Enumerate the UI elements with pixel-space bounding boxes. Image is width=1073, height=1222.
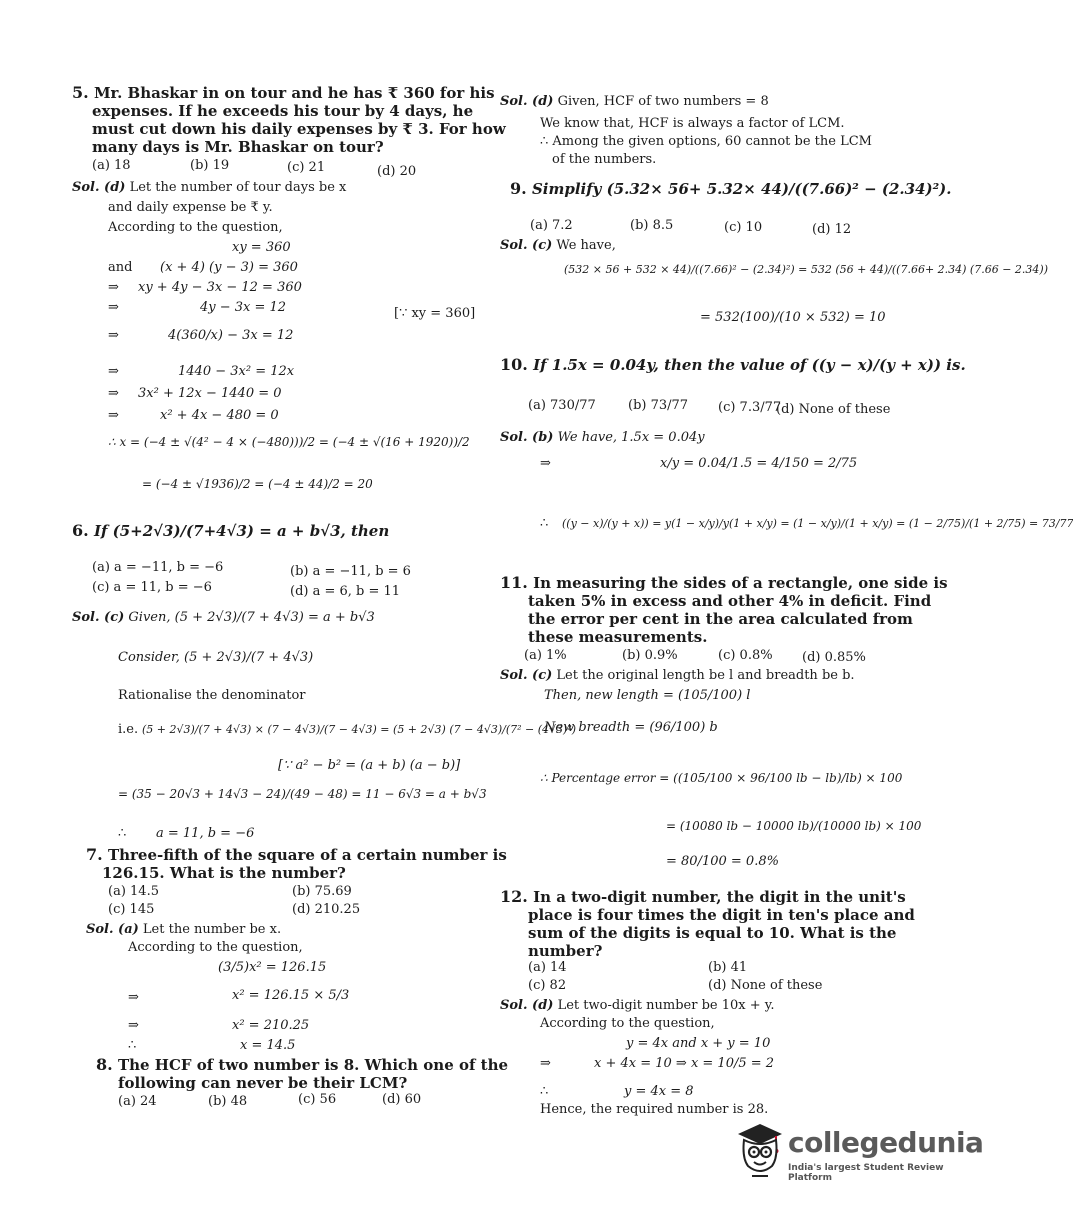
option-a: (a) 730/77 [528,398,596,413]
question-text: these measurements. [528,628,708,646]
question-text: Mr. Bhaskar in on tour and he has ₹ 360 for his [93,84,495,102]
option-b: (b) 8.5 [630,218,674,233]
question-text: In a two-digit number, the digit in the unit's [533,888,906,906]
question-6 [72,522,389,540]
equation: y = 4x = 8 [624,1084,694,1099]
option-d: (d) 60 [382,1092,422,1107]
implies-symbol: ⇒ [540,1056,551,1071]
equation: = (35 − 20√3 + 14√3 − 24)/(49 − 48) = 11 − 6√3 = a + b√3 [118,787,487,801]
solution-text: Let the original length be l and breadth be b. [556,668,855,683]
option-a: (a) 14 [528,960,567,975]
note: [∵ a² − b² = (a + b) (a − b)] [278,758,461,773]
question-text: many days is Mr. Bhaskar on tour? [92,138,384,156]
solution-label: Sol. (c) [72,610,125,625]
equation: = (10080 lb − 10000 lb)/(10000 lb) × 100 [666,819,922,833]
question-number: 6. [72,521,89,540]
option-c: (c) 0.8% [718,648,773,663]
option-d: (d) a = 6, b = 11 [290,584,401,599]
equation: ((y − x)/(y + x)) = y(1 − x/y)/y(1 + x/y) = (1 − x/y)/(1 + x/y) = (1 − 2/75)/(1 + 2/75) = 73/77 [562,517,1073,530]
solution-label: Sol. (a) [86,922,139,937]
therefore-symbol: ∴ [118,826,127,841]
question-text: must cut down his daily expenses by ₹ 3. For how [92,120,506,138]
solution-label: Sol. (d) [500,998,554,1013]
question-number: 5. [72,83,89,102]
question-text: taken 5% in excess and other 4% in deficit. Find [528,592,932,610]
question-number: 11. [500,573,528,592]
equation: (5 + 2√3)/(7 + 4√3) × (7 − 4√3)/(7 − 4√3) = (5 + 2√3) (7 − 4√3)/(7² − (4√3)²) [142,723,577,736]
equation: x² + 4x − 480 = 0 [160,408,279,423]
equation: y = 4x and x + y = 10 [626,1036,771,1051]
solution-text: ∴ Among the given options, 60 cannot be the LCM [540,134,872,149]
solution-label: Sol. (d) [500,94,554,109]
solution-label: Sol. (d) [72,180,126,195]
question-number: 9. [510,179,527,198]
question-text: Simplify (5.32× 56+ 5.32× 44)/((7.66)² − (2.34)²). [531,180,952,198]
brand-tagline: India's largest Student Review Platform [788,1163,944,1183]
solution-text: Given, HCF of two numbers = 8 [557,94,769,109]
equation: 1440 − 3x² = 12x [178,364,295,379]
option-d: (d) None of these [708,978,823,993]
implies-symbol: ⇒ [108,386,119,401]
question-8 [96,1056,508,1074]
question-text: If (5+2√3)/(7+4√3) = a + b√3, then [93,522,390,540]
option-d: (d) 0.85% [802,650,866,665]
option-d: (d) None of these [776,402,891,417]
equation: x² = 210.25 [232,1018,310,1033]
question-text: In measuring the sides of a rectangle, one side is [533,574,948,592]
equation: ∴ x = (−4 ± √(4² − 4 × (−480)))/2 = (−4 ± √(16 + 1920))/2 [108,435,470,449]
solution-5 [72,180,346,196]
question-7 [86,846,507,864]
implies-symbol: ⇒ [108,364,119,379]
solution-text: We know that, HCF is always a factor of LCM. [540,116,845,131]
note: [∵ xy = 360] [394,306,476,321]
equation: x² = 126.15 × 5/3 [232,988,350,1003]
solution-text: Rationalise the denominator [118,688,306,703]
question-9 [510,180,952,198]
solution-7 [86,922,281,938]
solution-text: We have, [556,238,616,253]
equation: = 80/100 = 0.8% [666,854,779,869]
solution-label: Sol. (c) [500,668,553,683]
solution-12 [500,998,775,1014]
question-12 [500,888,906,906]
solution-6 [72,610,375,626]
collegedunia-logo [732,1118,984,1184]
question-number: 8. [96,1055,113,1074]
implies-symbol: ⇒ [108,280,119,295]
implies-symbol: ⇒ [108,328,119,343]
solution-text: We have, 1.5x = 0.04y [557,430,705,445]
option-c: (c) 56 [298,1092,337,1107]
solution-text: Given, (5 + 2√3)/(7 + 4√3) = a + b√3 [128,610,375,625]
question-text: sum of the digits is equal to 10. What is the [528,924,897,942]
option-c: (c) a = 11, b = −6 [92,580,212,595]
implies-symbol: ⇒ [128,1018,139,1033]
option-b: (b) 75.69 [292,884,352,899]
option-b: (b) 48 [208,1094,248,1109]
question-text: Three-fifth of the square of a certain number is [107,846,507,864]
question-number: 12. [500,887,528,906]
option-b: (b) 19 [190,158,230,173]
equation: Then, new length = (105/100) l [544,688,751,703]
option-a: (a) 1% [524,648,567,663]
question-text: 126.15. What is the number? [102,864,346,882]
solution-text: Let the number be x. [142,922,282,937]
option-a: (a) 18 [92,158,131,173]
solution-text: and [108,260,133,275]
question-number: 10. [500,355,528,374]
equation: (3/5)x² = 126.15 [218,960,327,975]
solution-text: and daily expense be ₹ y. [108,200,273,215]
equation: xy = 360 [232,240,291,255]
equation: (532 × 56 + 532 × 44)/((7.66)² − (2.34)²) = 532 (56 + 44)/((7.66+ 2.34) (7.66 − 2.34)) [564,263,1048,276]
option-c: (c) 10 [724,220,763,235]
question-text: If 1.5x = 0.04y, then the value of ((y − x)/(y + x)) is. [533,356,966,374]
equation: ∴ Percentage error = ((105/100 × 96/100 lb − lb)/lb) × 100 [540,771,903,785]
mascot-icon [732,1118,788,1184]
question-10 [500,356,966,374]
question-text: number? [528,942,603,960]
question-text: The HCF of two number is 8. Which one of the [117,1056,509,1074]
solution-text: i.e. [118,722,139,737]
solution-8 [500,94,769,110]
solution-text: Consider, (5 + 2√3)/(7 + 4√3) [118,650,314,665]
equation: New breadth = (96/100) b [544,720,718,735]
solution-text: of the numbers. [552,152,657,167]
solution-label: Sol. (c) [500,238,553,253]
option-c: (c) 21 [287,160,326,175]
option-d: (d) 12 [812,222,852,237]
solution-10 [500,430,705,446]
therefore-symbol: ∴ [540,1084,549,1099]
implies-symbol: ⇒ [540,456,551,471]
solution-9 [500,238,616,254]
equation: x/y = 0.04/1.5 = 4/150 = 2/75 [660,456,858,471]
equation: (x + 4) (y − 3) = 360 [160,260,298,275]
therefore-symbol: ∴ [540,516,549,531]
equation: a = 11, b = −6 [156,826,255,841]
option-b: (b) 0.9% [622,648,678,663]
option-c: (c) 82 [528,978,567,993]
implies-symbol: ⇒ [128,990,139,1005]
question-5 [72,84,495,102]
equation: = (−4 ± √1936)/2 = (−4 ± 44)/2 = 20 [142,477,373,491]
option-b: (b) 73/77 [628,398,689,413]
implies-symbol: ⇒ [108,300,119,315]
implies-symbol: ⇒ [108,408,119,423]
equation: x = 14.5 [240,1038,296,1053]
solution-text: Let the number of tour days be x [129,180,347,195]
solution-text: According to the question, [128,940,303,955]
equation: 4y − 3x = 12 [200,300,287,315]
equation: = 532(100)/(10 × 532) = 10 [700,310,886,325]
solution-11 [500,668,855,684]
solution-text: According to the question, [540,1016,715,1031]
question-text: the error per cent in the area calculated from [528,610,913,628]
therefore-symbol: ∴ [128,1038,137,1053]
option-d: (d) 20 [377,164,417,179]
option-a: (a) 14.5 [108,884,159,899]
question-number: 7. [86,845,103,864]
option-a: (a) 7.2 [530,218,573,233]
equation: x + 4x = 10 ⇒ x = 10/5 = 2 [594,1056,775,1071]
equation: xy + 4y − 3x − 12 = 360 [138,280,302,295]
equation: 4(360/x) − 3x = 12 [168,328,294,343]
solution-text: Let two-digit number be 10x + y. [557,998,775,1013]
option-c: (c) 7.3/77 [718,400,782,415]
option-b: (b) 41 [708,960,748,975]
brand-name: collegedunia [788,1126,984,1159]
solution-label: Sol. (b) [500,430,554,445]
question-text: expenses. If he exceeds his tour by 4 days, he [92,102,474,120]
option-a: (a) a = −11, b = −6 [92,560,224,575]
question-text: place is four times the digit in ten's place and [528,906,915,924]
solution-text: According to the question, [108,220,283,235]
question-11 [500,574,948,592]
option-b: (b) a = −11, b = 6 [290,564,411,579]
option-c: (c) 145 [108,902,155,917]
equation: 3x² + 12x − 1440 = 0 [138,386,282,401]
option-d: (d) 210.25 [292,902,361,917]
solution-text: Hence, the required number is 28. [540,1102,769,1117]
option-a: (a) 24 [118,1094,157,1109]
question-text: following can never be their LCM? [118,1074,408,1092]
